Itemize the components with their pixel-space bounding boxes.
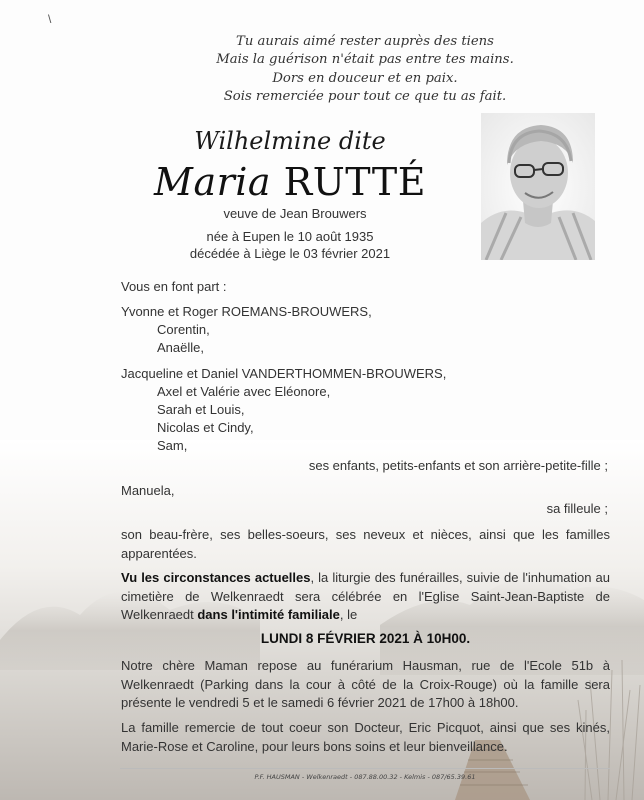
given-name: Wilhelmine dite (194, 127, 386, 155)
birth-death-info (160, 228, 420, 262)
family-2-child: Sam, (157, 438, 188, 453)
deceased-name (120, 160, 460, 204)
family-2-child: Axel et Valérie avec Eléonore, (157, 384, 331, 399)
goddaughter-name: Manuela, (121, 483, 175, 498)
family-2-head: Jacqueline et Daniel VANDERTHOMMEN-BROUWERS, (121, 366, 447, 381)
birth-line: née à Eupen le 10 août 1935 (206, 229, 374, 244)
family-2-child: Sarah et Louis, (157, 402, 245, 417)
intimacy-tail: , le (339, 607, 358, 622)
family-1-head: Yvonne et Roger ROEMANS-BROUWERS, (121, 304, 372, 319)
poem-line: Sois remerciée pour tout ce que tu as fait. (223, 88, 507, 104)
last-name: RUTTÉ (283, 160, 426, 204)
poem-line: Tu aurais aimé rester auprès des tiens (236, 34, 494, 49)
extended-family: son beau-frère, ses belles-soeurs, ses neveux et nièces, ainsi que les familles apparentées. (121, 527, 610, 561)
family-2-child: Nicolas et Cindy, (157, 420, 254, 435)
death-line: décédée à Liège le 03 février 2021 (189, 246, 391, 261)
ceremony-date: LUNDI 8 FÉVRIER 2021 À 10H00. (260, 631, 471, 646)
poem (200, 33, 530, 106)
poem-line: Mais la guérison n'était pas entre tes mains. (216, 52, 514, 68)
corner-mark: \ (48, 12, 52, 26)
poem-line: Dors en douceur et en paix. (272, 70, 458, 86)
circumstances-text: , la liturgie des funérailles, suivie de l'inhumation au cimetière de Welkenraedt sera célébrée en l'Eglise Saint-Jean-Baptiste de Welkenraedt (121, 570, 610, 622)
circumstances-bold: Vu les circonstances actuelles (121, 570, 311, 585)
widow-of: veuve de Jean Brouwers (223, 206, 367, 221)
announcement-intro: Vous en font part : (121, 279, 227, 294)
portrait-photo (481, 113, 595, 260)
footer-divider (120, 768, 610, 769)
first-name: Maria (154, 160, 272, 204)
family-1-child: Anaëlle, (157, 340, 204, 355)
relation-children: ses enfants, petits-enfants et son arrière-petite-fille ; (308, 458, 608, 473)
thanks-text: La famille remercie de tout coeur son Docteur, Eric Picquot, ainsi que ses kinés, Marie-Rose et Caroline, pour leurs bons soins et leur bienveillance. (121, 720, 610, 754)
intimacy-bold: dans l'intimité familiale (197, 607, 340, 622)
funeral-home-footer: P.F. HAUSMAN - Welkenraedt - 087.88.00.32 - Kelmis - 087/65.39.61 (254, 773, 476, 781)
relation-goddaughter: sa filleule ; (546, 501, 608, 516)
family-1-child: Corentin, (157, 322, 210, 337)
funeral-circumstances (121, 569, 610, 625)
viewing-info: Notre chère Maman repose au funérarium Hausman, rue de l'Ecole 51b à Welkenraedt (Parking dans la cour à côté de la Croix-Rouge) où la famille sera présente le vendredi 5 et le samedi 6 février 2021 de 17h00 à 18h00. (121, 658, 610, 710)
